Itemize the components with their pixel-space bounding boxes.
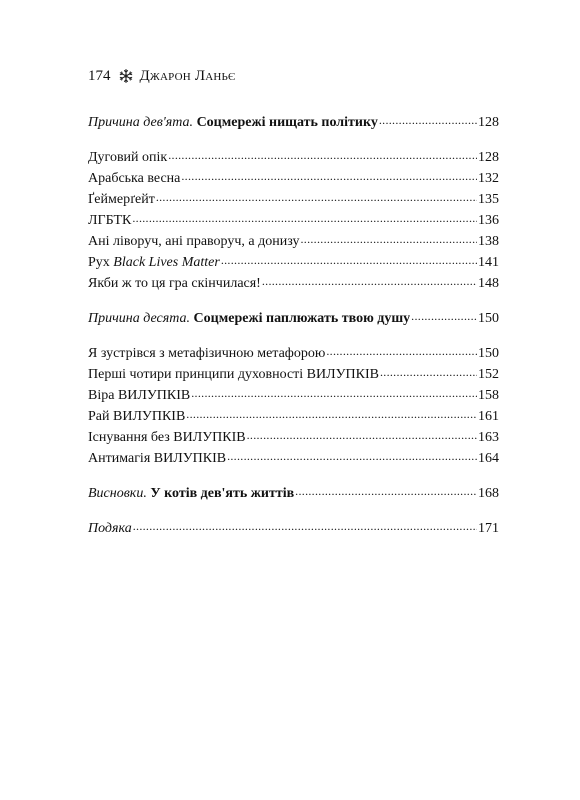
toc-page-number: 152 [478, 367, 499, 382]
leader-dots [133, 518, 477, 532]
toc-page-number: 128 [478, 150, 499, 165]
toc-item-title: Я зустрівся з метафізичною метафорою [88, 346, 326, 361]
toc-item-title-italic: Black Lives Matter [113, 255, 220, 270]
table-of-contents [88, 112, 499, 539]
leader-dots [132, 210, 477, 224]
toc-chapter-title [88, 311, 410, 327]
toc-page-number: 148 [478, 276, 499, 291]
toc-item [88, 406, 499, 427]
toc-chapter-prefix: Причина дев'ята. [88, 115, 194, 130]
toc-item [88, 385, 499, 406]
toc-page-number: 150 [478, 346, 499, 361]
toc-page-number: 128 [478, 115, 499, 130]
toc-item [88, 189, 499, 210]
leader-dots [186, 406, 477, 420]
toc-page-number: 141 [478, 255, 499, 270]
leader-dots [326, 343, 477, 357]
leader-dots [380, 364, 477, 378]
toc-item-title: Рай ВИЛУПКІВ [88, 409, 186, 424]
toc-page-number: 136 [478, 213, 499, 228]
toc-page-number: 168 [478, 486, 499, 501]
toc-item-title: Дуговий опік [88, 150, 168, 165]
leader-dots [300, 231, 477, 245]
toc-chapter-title [88, 115, 378, 131]
toc-item [88, 273, 499, 294]
toc-chapter-title: Подяка [88, 521, 132, 536]
toc-page-number: 132 [478, 171, 499, 186]
snowflake-ornament-icon [118, 68, 134, 84]
toc-item-title: Арабська весна [88, 171, 181, 186]
toc-chapter-title [88, 486, 294, 502]
running-head [88, 66, 235, 86]
leader-dots [156, 189, 477, 203]
toc-item-title: Віра ВИЛУПКІВ [88, 388, 191, 403]
toc-page-number: 163 [478, 430, 499, 445]
toc-item-title: Ані ліворуч, ані праворуч, а донизу [88, 234, 300, 249]
toc-item [88, 252, 499, 273]
leader-dots [379, 112, 477, 126]
toc-item [88, 427, 499, 448]
leader-dots [191, 385, 477, 399]
toc-chapter-10 [88, 308, 499, 329]
toc-chapter-name: Соцмережі паплюжать твою душу [193, 311, 411, 326]
leader-dots [221, 252, 477, 266]
toc-item [88, 231, 499, 252]
toc-chapter-name: Соцмережі нищать політику [196, 115, 378, 130]
leader-dots [181, 168, 477, 182]
toc-page-number: 150 [478, 311, 499, 326]
leader-dots [168, 147, 477, 161]
toc-item [88, 147, 499, 168]
toc-item-title: Існування без ВИЛУПКІВ [88, 430, 246, 445]
toc-chapter-9 [88, 112, 499, 133]
toc-item [88, 364, 499, 385]
toc-item [88, 210, 499, 231]
toc-item [88, 168, 499, 189]
toc-page-number: 161 [478, 409, 499, 424]
toc-chapter-name: У котів дев'ять життів [150, 486, 295, 501]
leader-dots [411, 308, 477, 322]
toc-item-title: Антимагія ВИЛУПКІВ [88, 451, 227, 466]
toc-item-title [88, 255, 220, 271]
toc-page-number: 138 [478, 234, 499, 249]
toc-item-title: ЛГБТК [88, 213, 132, 228]
leader-dots [295, 483, 477, 497]
toc-page-number: 164 [478, 451, 499, 466]
toc-page-number: 135 [478, 192, 499, 207]
toc-item-title: Ґеймерґейт [88, 192, 155, 207]
toc-chapter-prefix: Висновки. [88, 486, 147, 501]
leader-dots [247, 427, 477, 441]
toc-item-title-prefix: Рух [88, 255, 114, 270]
toc-page-number: 158 [478, 388, 499, 403]
author-name: Джарон Ланьє [139, 67, 236, 84]
toc-chapter-prefix: Причина десята. [88, 311, 191, 326]
toc-item [88, 343, 499, 364]
toc-item [88, 448, 499, 469]
leader-dots [262, 273, 477, 287]
page-number: 174 [88, 67, 111, 84]
toc-item-title: Якби ж то ця гра скінчилася! [88, 276, 261, 291]
toc-conclusion [88, 483, 499, 504]
toc-page-number: 171 [478, 521, 499, 536]
toc-acknowledgements [88, 518, 499, 539]
toc-item-title: Перші чотири принципи духовності ВИЛУПКІВ [88, 367, 379, 382]
leader-dots [227, 448, 477, 462]
